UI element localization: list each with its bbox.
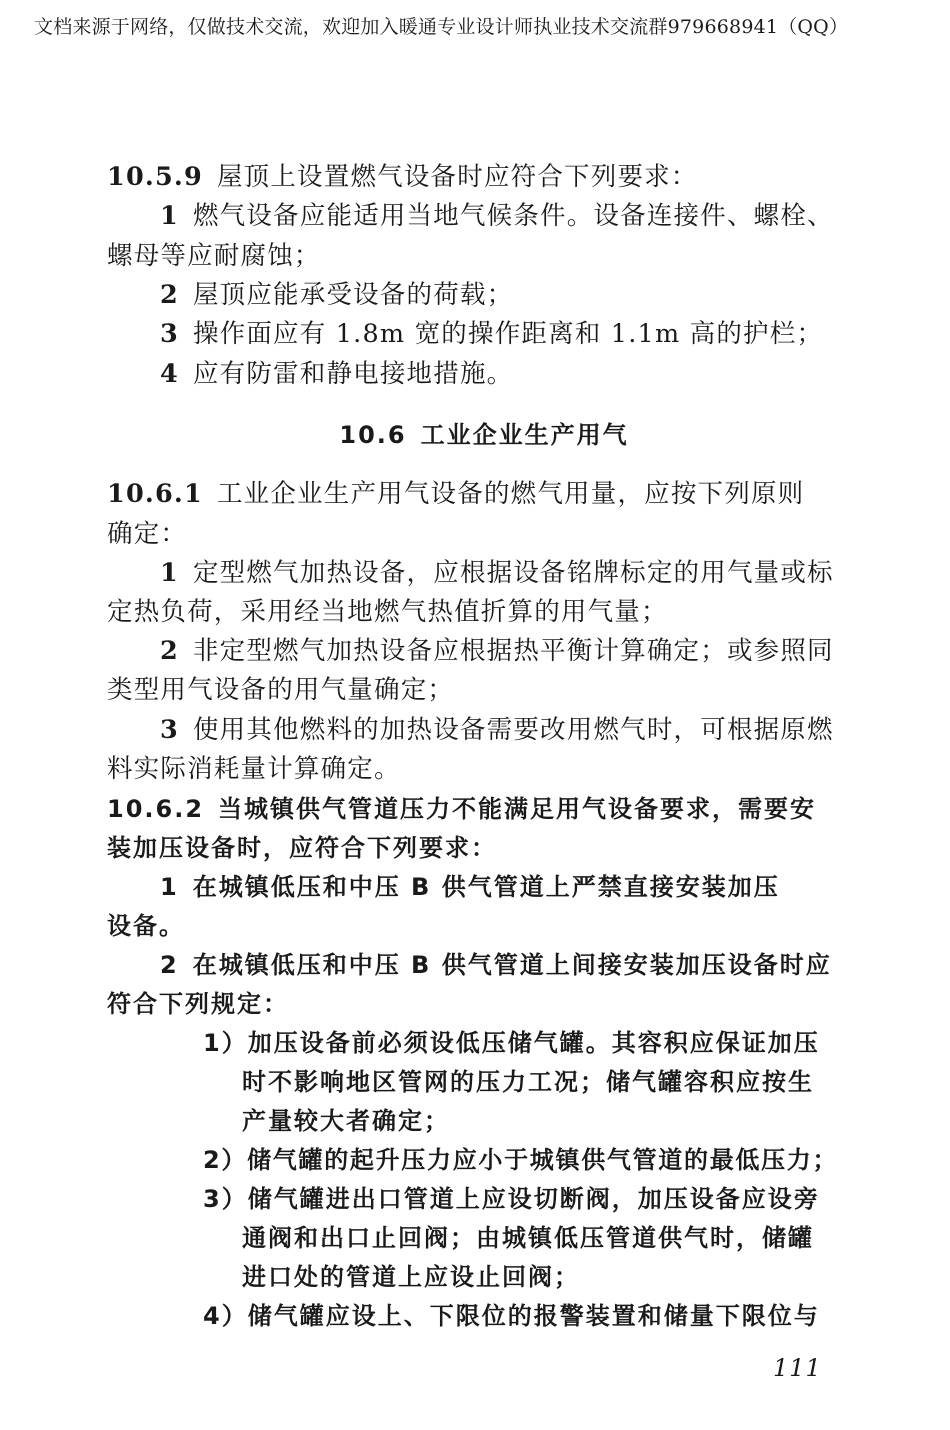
clause-10-6-1: 10.6.1 工业企业生产用气设备的燃气用量，应按下列原则 xyxy=(107,479,805,509)
clause-item: 3 操作面应有 1.8m 宽的操作距离和 1.1m 高的护栏； xyxy=(160,319,824,349)
clause-item: 1 燃气设备应能适用当地气候条件。设备连接件、螺栓、 xyxy=(160,201,834,231)
clause-item: 3 使用其他燃料的加热设备需要改用燃气时，可根据原燃 xyxy=(160,715,834,745)
clause-item: 1 在城镇低压和中压 B 供气管道上严禁直接安装加压 xyxy=(160,873,780,901)
sub-item-cont: 进口处的管道上应设止回阀； xyxy=(242,1263,580,1291)
section-heading: 10.6 工业企业生产用气 xyxy=(339,421,629,449)
clause-item: 2 非定型燃气加热设备应根据热平衡计算确定；或参照同 xyxy=(160,636,834,666)
page-number: 111 xyxy=(773,1354,822,1382)
clause-item-cont: 类型用气设备的用气量确定； xyxy=(107,675,455,705)
clause-item-cont: 设备。 xyxy=(107,912,185,940)
sub-item: 3）储气罐进出口管道上应设切断阀，加压设备应设旁 xyxy=(203,1185,820,1213)
clause-10-6-2: 10.6.2 当城镇供气管道压力不能满足用气设备要求，需要安 xyxy=(107,795,817,823)
sub-item-cont: 产量较大者确定； xyxy=(242,1107,450,1135)
watermark-header: 文档来源于网络，仅做技术交流，欢迎加入暖通专业设计师执业技术交流群979668941（QQ） xyxy=(34,16,849,38)
clause-item-cont: 装加压设备时，应符合下列要求： xyxy=(107,834,497,862)
clause-item-cont: 定热负荷，采用经当地燃气热值折算的用气量； xyxy=(107,597,668,627)
clause-item-cont: 螺母等应耐腐蚀； xyxy=(107,241,321,271)
sub-item-cont: 时不影响地区管网的压力工况；储气罐容积应按生 xyxy=(242,1068,814,1096)
sub-item: 2）储气罐的起升压力应小于城镇供气管道的最低压力； xyxy=(203,1146,839,1174)
clause-10-5-9: 10.5.9 屋顶上设置燃气设备时应符合下列要求： xyxy=(107,162,698,192)
clause-item-cont: 料实际消耗量计算确定。 xyxy=(107,754,401,784)
clause-item: 2 在城镇低压和中压 B 供气管道上间接安装加压设备时应 xyxy=(160,951,832,979)
clause-item: 4 应有防雷和静电接地措施。 xyxy=(160,359,514,389)
clause-item-cont: 符合下列规定： xyxy=(107,990,289,1018)
clause-item: 2 屋顶应能承受设备的荷载； xyxy=(160,280,514,310)
sub-item: 1）加压设备前必须设低压储气罐。其容积应保证加压 xyxy=(203,1029,820,1057)
clause-item: 1 定型燃气加热设备，应根据设备铭牌标定的用气量或标 xyxy=(160,558,834,588)
sub-item: 4）储气罐应设上、下限位的报警装置和储量下限位与 xyxy=(203,1302,820,1330)
sub-item-cont: 通阀和出口止回阀；由城镇低压管道供气时，储罐 xyxy=(242,1224,814,1252)
clause-item-cont: 确定： xyxy=(107,519,188,549)
